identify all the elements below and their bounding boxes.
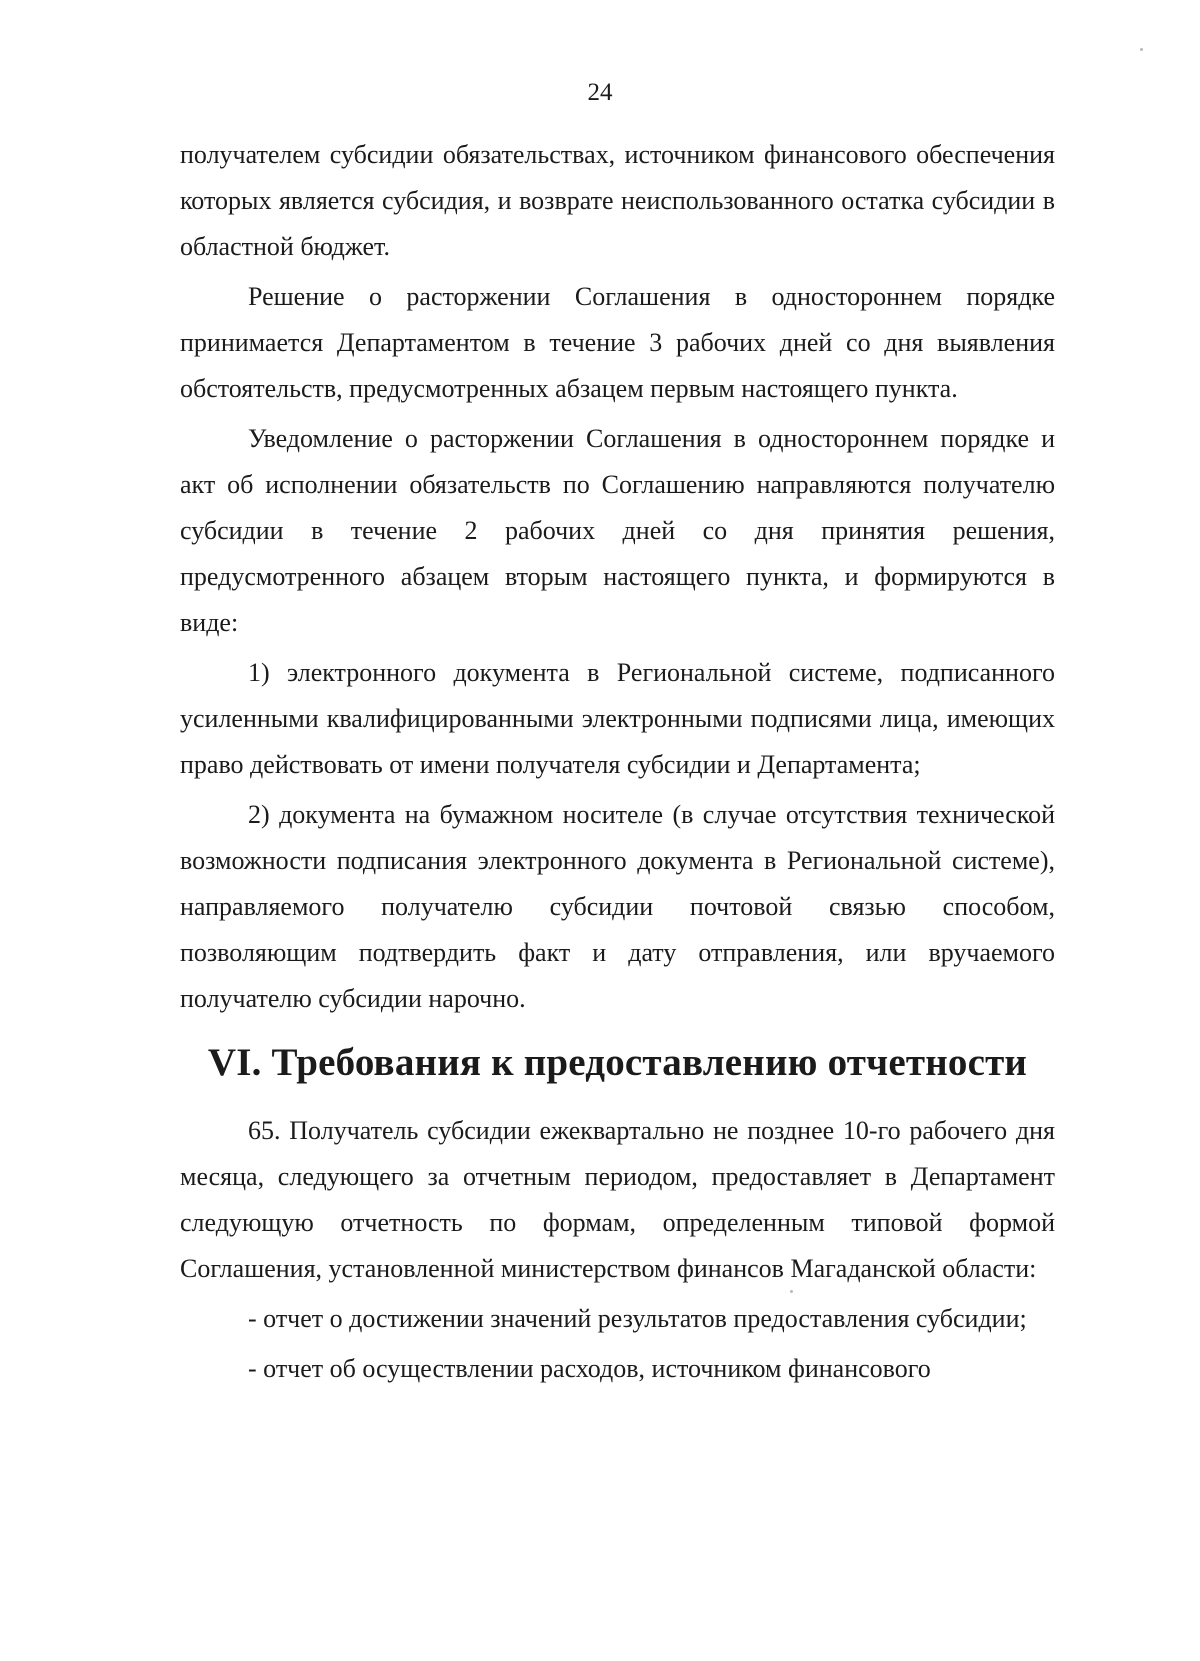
document-body (180, 132, 1055, 1392)
paragraph-termination-decision: Решение о расторжении Соглашения в одностороннем порядке принимается Департаментом в течение 3 рабочих дней со дня выявления обстоятельств, предусмотренных абзацем первым настоящего пункта. (180, 282, 1055, 403)
page-number: 24 (587, 79, 613, 106)
list-item-expenses-report: - отчет об осуществлении расходов, источником финансового (248, 1354, 931, 1383)
section-heading: VI. Требования к предоставлению отчетности (207, 1041, 1028, 1084)
paragraph-65-reporting: 65. Получатель субсидии ежеквартально не позднее 10-го рабочего дня месяца, следующего за отчетным периодом, предоставляет в Департамент следующую отчетность по формам, определенным типовой формой Соглашения, установленной министерством финансов Магаданской области: (180, 1116, 1055, 1283)
list-item-results-report: - отчет о достижении значений результатов предоставления субсидии; (248, 1304, 1027, 1333)
paragraph-continuation: получателем субсидии обязательствах, источником финансового обеспечения которых является субсидия, и возврате неиспользованного остатка субсидии в областной бюджет. (180, 140, 1055, 261)
scan-speck (1140, 48, 1143, 51)
scan-speck (790, 1290, 793, 1293)
paragraph-termination-notice: Уведомление о расторжении Соглашения в одностороннем порядке и акт об исполнении обязательств по Соглашению направляются получателю субсидии в течение 2 рабочих дней со дня принятия решения, предусмотренного абзацем вторым настоящего пункта, и формируются в виде: (180, 424, 1055, 637)
list-item-paper-document: 2) документа на бумажном носителе (в случае отсутствия технической возможности подписания электронного документа в Региональной системе), направляемого получателю субсидии почтовой связью способом, позволяющим подтвердить факт и дату отправления, или вручаемого получателю субсидии нарочно. (180, 800, 1055, 1013)
list-item-electronic-document: 1) электронного документа в Региональной системе, подписанного усиленными квалифицированными электронными подписями лица, имеющих право действовать от имени получателя субсидии и Департамента; (180, 658, 1055, 779)
